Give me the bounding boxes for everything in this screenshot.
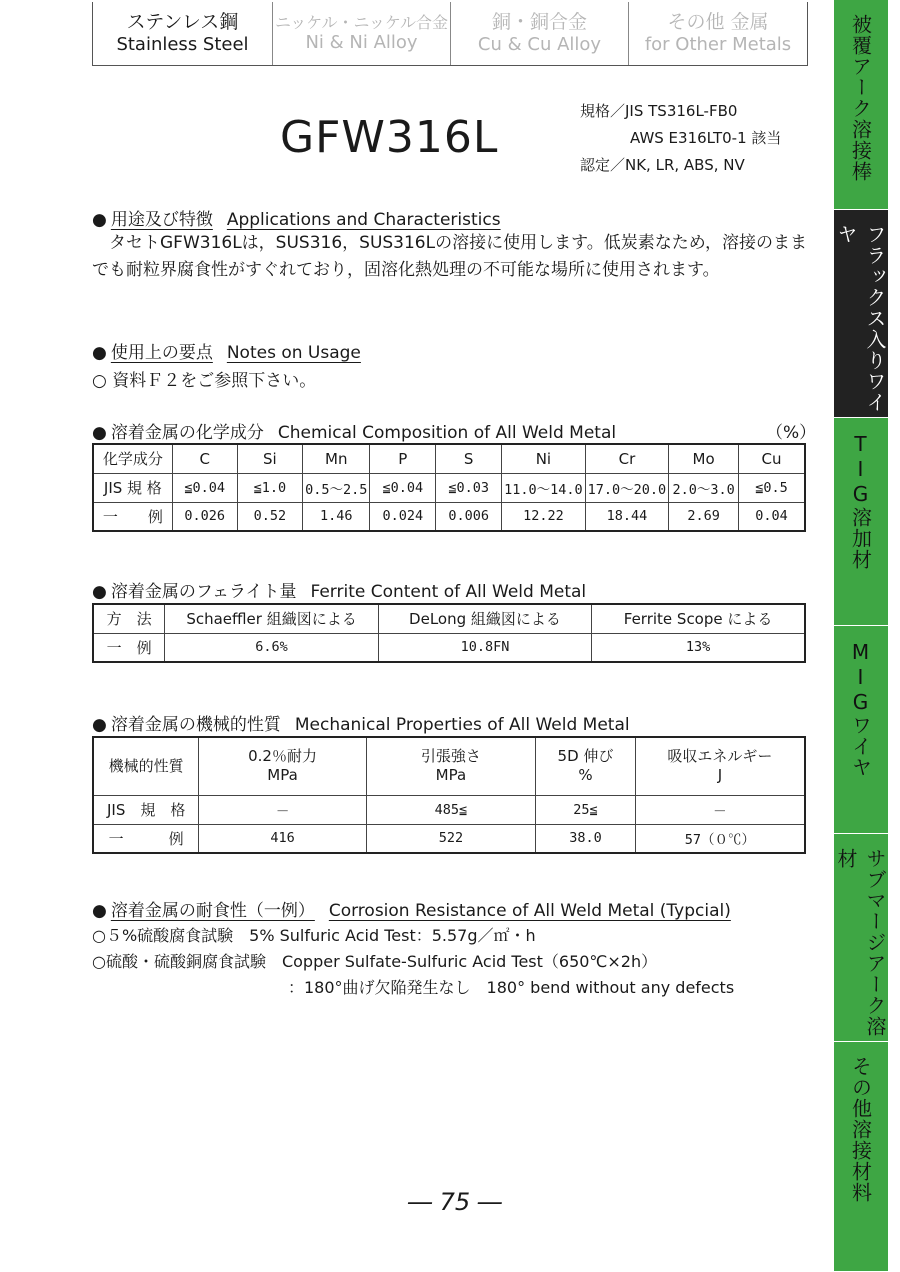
bullet-icon: ● (92, 210, 107, 230)
side-tab-tig-filler[interactable] (834, 418, 888, 626)
table-cell: 一 例 (93, 824, 199, 853)
side-tab-mig-wire[interactable] (834, 626, 888, 834)
metal-category-tabs (92, 2, 808, 66)
notes-heading (92, 338, 361, 363)
table-cell: 12.22 (502, 502, 586, 531)
heading-en: Ferrite Content of All Weld Metal (310, 582, 587, 602)
table-header-cell (536, 737, 636, 795)
table-cell: 0.024 (370, 502, 436, 531)
side-tab-label: TIG溶加材 (848, 432, 873, 570)
header-unit: J (717, 766, 723, 785)
tab-other-metals[interactable] (629, 2, 807, 65)
page-number: ― 75 ― (408, 1188, 502, 1216)
table-cell: 1.46 (303, 502, 370, 531)
table-cell: JIS 規 格 (93, 795, 199, 824)
spec-jis: 規格／JIS TS316L-FB0 (580, 102, 738, 120)
table-cell: － (199, 795, 366, 824)
table-cell: ≦0.04 (172, 473, 237, 502)
heading-jp: 溶着金属のフェライト量 (110, 582, 297, 602)
product-title: GFW316L (280, 112, 499, 163)
table-header-cell: S (436, 444, 502, 473)
side-tab-flux-cored-wire[interactable] (834, 210, 888, 418)
side-tab-label: 被覆アーク溶接棒 (848, 14, 873, 182)
side-tab-label: フラックス入りワイヤ (834, 224, 887, 413)
table-cell: ≦0.04 (370, 473, 436, 502)
table-header-cell: Si (237, 444, 302, 473)
table-cell: 0.006 (436, 502, 502, 531)
notes-text: ○ 資料Ｆ２をご参照下さい。 (92, 371, 317, 391)
corrosion-line-copper-sulfate: ○硫酸・硫酸銅腐食試験 Copper Sulfate-Sulfuric Acid Test（650℃×2h） (92, 952, 658, 971)
heading-jp: 溶着金属の機械的性質 (110, 715, 281, 735)
tab-label-en: Ni & Ni Alloy (305, 32, 418, 54)
bullet-icon: ● (92, 582, 107, 602)
table-cell: 0.52 (237, 502, 302, 531)
ferrite-table (92, 603, 806, 663)
tab-label-en: Cu & Cu Alloy (477, 34, 602, 56)
corrosion-heading (92, 896, 731, 921)
table-header-cell: 化学成分 (93, 444, 172, 473)
table-header-row (93, 604, 805, 633)
table-header-cell: Cu (739, 444, 805, 473)
heading-en: Mechanical Properties of All Weld Metal (294, 715, 630, 735)
heading-jp: 溶着金属の化学成分 (110, 423, 264, 443)
table-header-cell: Mo (669, 444, 739, 473)
applications-paragraph: タセトGFW316Lは，SUS316，SUS316Lの溶接に使用します。低炭素なため，溶接のままでも耐粒界腐食性がすぐれており，固溶化熱処理の不可能な場所に使用されます。 (92, 233, 808, 280)
corrosion-line-bend-result: ：180°曲げ欠陥発生なし 180° bend without any defects (288, 978, 735, 997)
header-line: 吸収エネルギー (667, 747, 773, 766)
table-header-cell: Schaeffler 組織図による (165, 604, 379, 633)
table-cell: 11.0～14.0 (502, 473, 586, 502)
table-cell: 17.0～20.0 (585, 473, 669, 502)
table-cell: 416 (199, 824, 366, 853)
heading-en: Corrosion Resistance of All Weld Metal (Typcial) (328, 901, 731, 921)
applications-text (92, 230, 812, 284)
tab-label-en: for Other Metals (644, 34, 792, 56)
mechanical-table (92, 736, 806, 854)
tab-nickel-alloy[interactable] (273, 2, 451, 65)
table-cell: 0.04 (739, 502, 805, 531)
table-row (93, 473, 805, 502)
tab-copper-alloy[interactable] (451, 2, 629, 65)
table-cell: 38.0 (536, 824, 636, 853)
table-cell: 2.0～3.0 (669, 473, 739, 502)
tab-stainless-steel[interactable] (93, 2, 273, 65)
header-line: 引張強さ (420, 747, 481, 766)
table-header-cell: P (370, 444, 436, 473)
table-header-row (93, 737, 805, 795)
unit-label: （%） (766, 423, 817, 443)
tab-label-jp: ステンレス鋼 (126, 11, 239, 34)
table-cell: 0.026 (172, 502, 237, 531)
table-header-row (93, 444, 805, 473)
spec-block (580, 98, 781, 179)
header-unit: % (578, 766, 593, 785)
bullet-icon: ● (92, 901, 107, 921)
table-cell: 13% (592, 633, 805, 662)
tab-label-jp: ニッケル・ニッケル合金 (274, 13, 449, 33)
table-cell: 6.6% (165, 633, 379, 662)
mechanical-heading (92, 710, 630, 735)
header-line: 機械的性質 (108, 756, 184, 775)
header-unit: MPa (267, 766, 298, 785)
bullet-icon: ● (92, 423, 107, 443)
ferrite-heading (92, 577, 586, 602)
side-tab-label: その他溶接材料 (848, 1056, 873, 1203)
table-header-cell: Ferrite Scope による (592, 604, 805, 633)
header-line: 0.2％耐力 (248, 747, 317, 766)
heading-en: Applications and Characteristics (226, 210, 501, 230)
spec-approvals: 認定／NK, LR, ABS, NV (580, 156, 745, 174)
header-line: 5D 伸び (557, 747, 614, 766)
table-cell: 2.69 (669, 502, 739, 531)
table-cell: 485≦ (366, 795, 535, 824)
table-header-cell: Ni (502, 444, 586, 473)
table-header-cell (93, 737, 199, 795)
table-cell: － (635, 795, 805, 824)
heading-en: Notes on Usage (226, 343, 361, 363)
table-cell: 10.8FN (378, 633, 591, 662)
heading-en: Chemical Composition of All Weld Metal (277, 423, 617, 443)
chemical-table (92, 443, 806, 532)
spec-aws: AWS E316LT0-1 該当 (630, 129, 782, 147)
table-header-cell: Mn (303, 444, 370, 473)
header-unit: MPa (435, 766, 467, 785)
side-tab-other-materials[interactable] (834, 1042, 888, 1272)
table-cell: 522 (366, 824, 535, 853)
table-cell: 57（０℃） (635, 824, 805, 853)
bullet-icon: ● (92, 343, 107, 363)
heading-jp: 溶着金属の耐食性（一例） (110, 901, 315, 921)
side-tab-covered-electrode[interactable] (834, 0, 888, 210)
tab-label-jp: 銅・銅合金 (491, 11, 587, 34)
table-cell: ≦1.0 (237, 473, 302, 502)
table-cell: 0.5～2.5 (303, 473, 370, 502)
table-header-cell (635, 737, 805, 795)
applications-heading (92, 205, 501, 230)
table-row (93, 795, 805, 824)
table-cell: ≦0.03 (436, 473, 502, 502)
table-header-cell: C (172, 444, 237, 473)
heading-jp: 使用上の要点 (110, 343, 213, 363)
table-row (93, 633, 805, 662)
table-header-cell: DeLong 組織図による (378, 604, 591, 633)
table-cell: 一 例 (93, 633, 165, 662)
table-row (93, 502, 805, 531)
table-header-cell: Cr (585, 444, 669, 473)
table-header-cell (366, 737, 535, 795)
table-header-cell: 方 法 (93, 604, 165, 633)
table-header-cell (199, 737, 366, 795)
side-tab-submerged-arc[interactable] (834, 834, 888, 1042)
table-cell: JIS 規 格 (93, 473, 172, 502)
tab-label-en: Stainless Steel (116, 34, 249, 56)
table-cell: ≦0.5 (739, 473, 805, 502)
corrosion-line-sulfuric: ○５%硫酸腐食試験 5% Sulfuric Acid Test：5.57g／㎡・h (92, 926, 536, 945)
bullet-icon: ● (92, 715, 107, 735)
table-row (93, 824, 805, 853)
table-cell: 25≦ (536, 795, 636, 824)
table-cell: 一 例 (93, 502, 172, 531)
table-cell: 18.44 (585, 502, 669, 531)
side-category-tabs (834, 0, 888, 1272)
chemical-heading (92, 418, 817, 443)
side-tab-label: サブマージアーク溶材 (834, 848, 887, 1037)
heading-jp: 用途及び特徴 (110, 210, 213, 230)
side-tab-label: MIGワイヤ (848, 640, 873, 778)
tab-label-jp: その他 金属 (667, 11, 769, 34)
